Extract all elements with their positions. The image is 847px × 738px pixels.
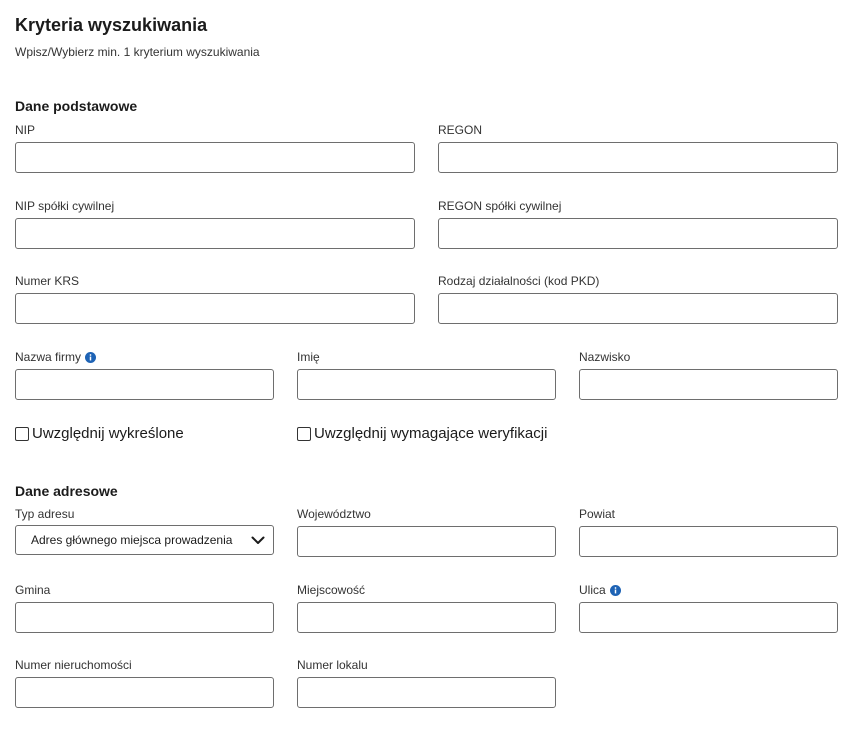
include-verification-checkbox[interactable] [297,427,311,441]
regon-civil-label: REGON spółki cywilnej [438,199,562,213]
regon-civil-input[interactable] [438,218,838,249]
nip-label: NIP [15,123,36,137]
municipality-label: Gmina [15,583,51,597]
page-subtitle: Wpisz/Wybierz min. 1 kryterium wyszukiwania [15,45,260,59]
property-number-input[interactable] [15,677,274,708]
krs-input[interactable] [15,293,415,324]
street-label-text: Ulica [579,583,606,597]
pkd-input[interactable] [438,293,838,324]
first-name-input[interactable] [297,369,556,400]
nip-civil-label: NIP spółki cywilnej [15,199,115,213]
section-heading-address: Dane adresowe [15,483,118,499]
address-type-label: Typ adresu [15,507,75,521]
apartment-number-input[interactable] [297,677,556,708]
regon-label: REGON [438,123,483,137]
address-type-selected: Adres głównego miejsca prowadzenia [31,533,233,547]
nip-civil-input[interactable] [15,218,415,249]
regon-input[interactable] [438,142,838,173]
company-name-label-text: Nazwa firmy [15,350,82,364]
section-heading-basic: Dane podstawowe [15,98,138,114]
last-name-label: Nazwisko [579,350,631,364]
include-deleted-label: Uwzględnij wykreślone [32,425,184,442]
include-deleted-option[interactable] [15,425,184,442]
chevron-down-icon [251,536,265,545]
voivodeship-input[interactable] [297,526,556,557]
municipality-input[interactable] [15,602,274,633]
include-deleted-checkbox[interactable] [15,427,29,441]
locality-label: Miejscowość [297,583,366,597]
address-type-select[interactable] [15,525,274,555]
street-input[interactable] [579,602,838,633]
county-input[interactable] [579,526,838,557]
pkd-label: Rodzaj działalności (kod PKD) [438,274,600,288]
company-name-input[interactable] [15,369,274,400]
krs-label: Numer KRS [15,274,80,288]
street-label [579,583,621,597]
property-number-label: Numer nieruchomości [15,658,132,672]
last-name-input[interactable] [579,369,838,400]
voivodeship-label: Województwo [297,507,371,521]
county-label: Powiat [579,507,616,521]
company-name-label [15,350,96,364]
locality-input[interactable] [297,602,556,633]
include-verification-option[interactable] [297,425,547,442]
info-icon[interactable] [610,585,621,596]
include-verification-label: Uwzględnij wymagające weryfikacji [314,425,548,442]
info-icon[interactable] [85,352,96,363]
nip-input[interactable] [15,142,415,173]
first-name-label: Imię [297,350,320,364]
apartment-number-label: Numer lokalu [297,658,368,672]
page-title: Kryteria wyszukiwania [15,15,208,35]
